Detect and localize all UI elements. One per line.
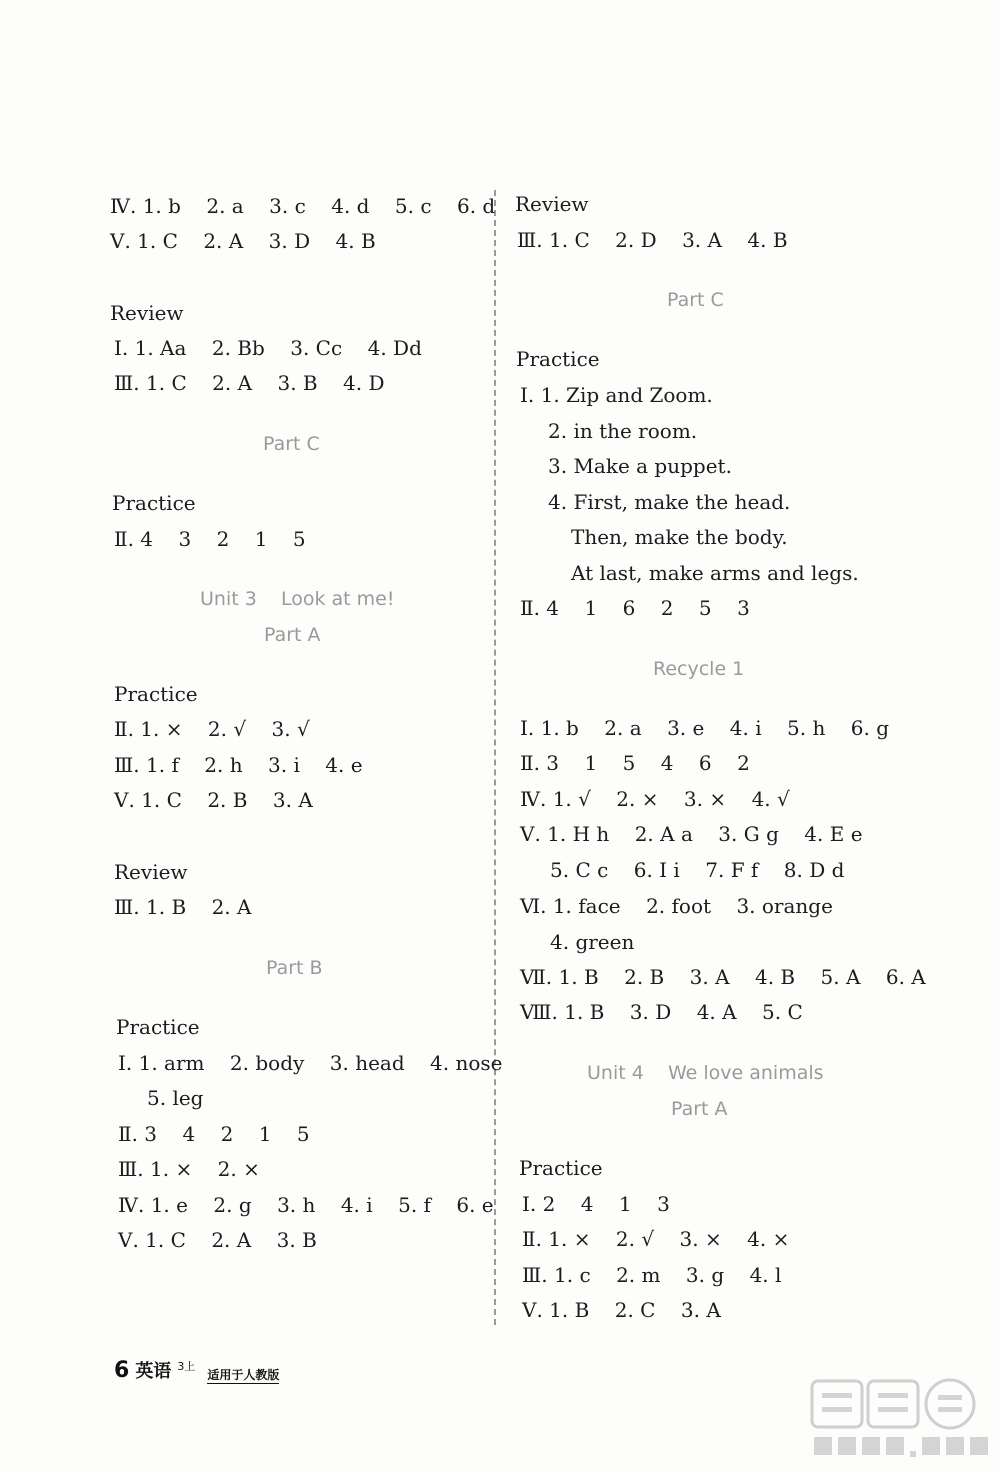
column-divider xyxy=(494,190,496,1325)
answer-line: Ⅴ. 1. H h 2. A a 3. G g 4. E e xyxy=(520,822,863,846)
answer-line: Ⅶ. 1. B 2. B 3. A 4. B 5. A 6. A xyxy=(520,965,926,989)
answer-line: At last, make arms and legs. xyxy=(571,561,859,585)
unit-heading: Unit 3 Look at me! xyxy=(200,588,395,610)
page-footer xyxy=(114,1354,279,1384)
answer-line: Ⅰ. 1. arm 2. body 3. head 4. nose xyxy=(118,1051,503,1075)
answer-line: 3. Make a puppet. xyxy=(548,454,732,478)
answer-line: Ⅱ. 4 1 6 2 5 3 xyxy=(520,596,750,620)
part-heading: Part C xyxy=(263,433,320,455)
answer-line: Ⅵ. 1. face 2. foot 3. orange xyxy=(520,894,833,918)
answer-line: Ⅳ. 1. b 2. a 3. c 4. d 5. c 6. d xyxy=(110,194,496,218)
answer-line: Ⅰ. 1. b 2. a 3. e 4. i 5. h 6. g xyxy=(520,716,890,740)
answer-line: Ⅱ. 3 4 2 1 5 xyxy=(118,1122,310,1146)
section-label-practice: Practice xyxy=(114,682,198,706)
answer-line: 2. in the room. xyxy=(548,419,698,443)
answer-line: Ⅴ. 1. C 2. A 3. B xyxy=(118,1228,317,1252)
answer-line: 5. C c 6. I i 7. F f 8. D d xyxy=(550,858,845,882)
watermark-logo xyxy=(800,1375,990,1465)
answer-line: Ⅲ. 1. C 2. D 3. A 4. B xyxy=(517,228,788,252)
section-label-review: Review xyxy=(515,192,589,216)
answer-line: Ⅷ. 1. B 3. D 4. A 5. C xyxy=(520,1000,803,1024)
page-number: 6 xyxy=(114,1358,130,1383)
answer-line: Ⅱ. 3 1 5 4 6 2 xyxy=(520,751,750,775)
edition-label: 适用于人教版 xyxy=(207,1368,280,1382)
section-label-practice: Practice xyxy=(116,1015,200,1039)
section-label-review: Review xyxy=(114,860,188,884)
part-heading: Part A xyxy=(671,1098,728,1120)
answer-line: Ⅰ. 1. Zip and Zoom. xyxy=(520,383,713,407)
part-heading: Part A xyxy=(264,624,321,646)
answer-line: Ⅲ. 1. C 2. A 3. B 4. D xyxy=(114,371,385,395)
part-heading: Recycle 1 xyxy=(653,658,745,680)
answer-line: Ⅳ. 1. e 2. g 3. h 4. i 5. f 6. e xyxy=(118,1193,494,1217)
subject-label: 英语 xyxy=(135,1361,172,1382)
answer-line: Ⅴ. 1. B 2. C 3. A xyxy=(522,1298,721,1322)
part-heading: Part C xyxy=(667,289,724,311)
section-label-practice: Practice xyxy=(519,1156,603,1180)
answer-line: Ⅱ. 1. × 2. √ 3. × 4. × xyxy=(522,1227,790,1251)
answer-line: 5. leg xyxy=(147,1086,204,1110)
section-label-practice: Practice xyxy=(112,491,196,515)
unit-heading: Unit 4 We love animals xyxy=(587,1062,824,1084)
part-heading: Part B xyxy=(266,957,323,979)
answer-line: Ⅲ. 1. × 2. × xyxy=(118,1157,260,1181)
answer-line: Ⅲ. 1. f 2. h 3. i 4. e xyxy=(114,753,363,777)
answer-line: Ⅳ. 1. √ 2. × 3. × 4. √ xyxy=(520,787,790,811)
answer-line: Ⅱ. 4 3 2 1 5 xyxy=(114,527,306,551)
grade-label: 3上 xyxy=(177,1360,196,1373)
answer-line: 4. green xyxy=(550,930,635,954)
answer-line: Ⅴ. 1. C 2. B 3. A xyxy=(114,788,313,812)
answer-line: Ⅱ. 1. × 2. √ 3. √ xyxy=(114,717,310,741)
section-label-practice: Practice xyxy=(516,347,600,371)
answer-line: Then, make the body. xyxy=(571,525,788,549)
answer-line: Ⅲ. 1. B 2. A xyxy=(114,895,252,919)
answer-line: 4. First, make the head. xyxy=(548,490,791,514)
answer-line: Ⅰ. 2 4 1 3 xyxy=(522,1192,670,1216)
answer-line: Ⅰ. 1. Aa 2. Bb 3. Cc 4. Dd xyxy=(114,336,422,360)
answer-line: Ⅲ. 1. c 2. m 3. g 4. l xyxy=(522,1263,782,1287)
answer-line: Ⅴ. 1. C 2. A 3. D 4. B xyxy=(110,229,376,253)
section-label-review: Review xyxy=(110,301,184,325)
